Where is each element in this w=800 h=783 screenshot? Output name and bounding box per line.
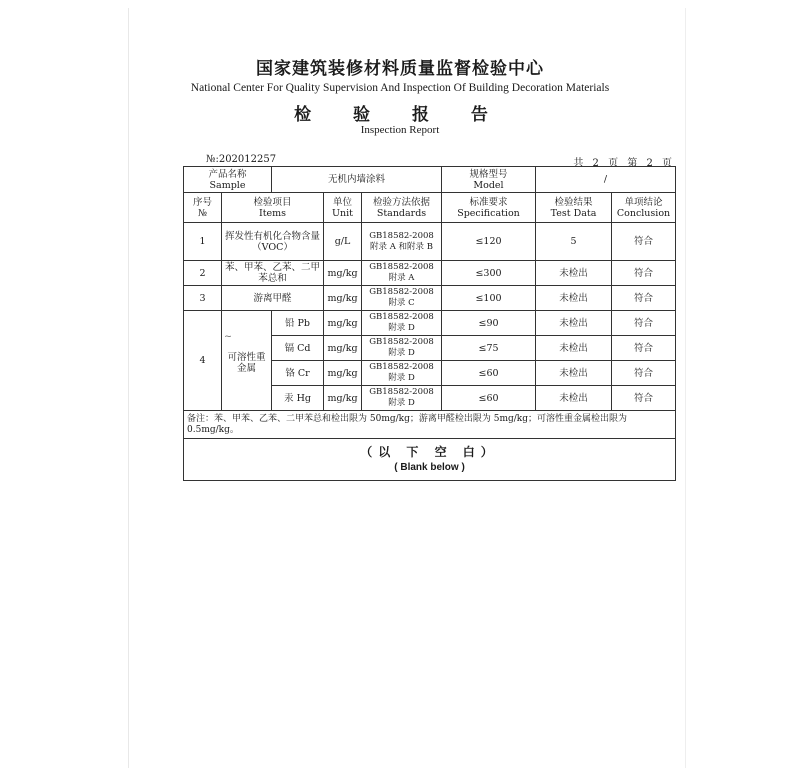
table-row — [184, 311, 676, 336]
row-conclusion: 符合 — [612, 261, 676, 286]
row-conclusion: 符合 — [612, 223, 676, 261]
model-value: / — [536, 167, 676, 193]
org-name-en: National Center For Quality Supervision And Inspection Of Building Decoration Materials — [190, 82, 610, 94]
col-header-unit: 单位 Unit — [324, 193, 362, 223]
page-count: 共 2 页 第 2 页 — [573, 158, 672, 169]
table-row — [184, 286, 676, 311]
col-header-conclusion: 单项结论 Conclusion — [612, 193, 676, 223]
report-title-cn: 检 验 报 告 — [294, 105, 506, 125]
report-title-en: Inspection Report — [360, 124, 440, 136]
sample-row — [184, 167, 676, 193]
row-unit: mg/kg — [324, 336, 362, 361]
row-standard: GB18582-2008 附录 D — [362, 386, 442, 411]
row-test-data: 未检出 — [536, 261, 612, 286]
row-standard: GB18582-2008 附录 D — [362, 361, 442, 386]
row-conclusion: 符合 — [612, 386, 676, 411]
note-row — [184, 411, 676, 439]
row-spec: ≤75 — [442, 336, 536, 361]
row-unit: mg/kg — [324, 311, 362, 336]
row-item: 游离甲醛 — [222, 286, 324, 311]
row-test-data: 未检出 — [536, 336, 612, 361]
row-no: 3 — [184, 286, 222, 311]
row-test-data: 5 — [536, 223, 612, 261]
row-spec: ≤120 — [442, 223, 536, 261]
row-conclusion: 符合 — [612, 286, 676, 311]
remarks: 备注：苯、甲苯、乙苯、二甲苯总和检出限为 50mg/kg；游离甲醛检出限为 5mg/kg；可溶性重金属检出限为 0.5mg/kg。 — [184, 411, 676, 439]
sample-value: 无机内墙涂料 — [272, 167, 442, 193]
col-header-no: 序号 № — [184, 193, 222, 223]
col-header-spec: 标准要求 Specification — [442, 193, 536, 223]
row-spec: ≤60 — [442, 386, 536, 411]
table-row — [184, 223, 676, 261]
row-unit: mg/kg — [324, 286, 362, 311]
group-mark: ~ — [224, 331, 232, 342]
row-item: 汞 Hg — [272, 386, 324, 411]
blank-row — [184, 439, 676, 481]
col-header-items: 检验项目 Items — [222, 193, 324, 223]
row-item: 镉 Cd — [272, 336, 324, 361]
row-unit: mg/kg — [324, 386, 362, 411]
col-header-standards: 检验方法依据 Standards — [362, 193, 442, 223]
row-standard: GB18582-2008 附录 D — [362, 336, 442, 361]
sample-label-en: Sample — [209, 179, 246, 191]
row-spec: ≤100 — [442, 286, 536, 311]
table-row — [184, 261, 676, 286]
heavy-metal-group-label — [222, 311, 272, 411]
model-label — [442, 167, 536, 193]
row-item: 铬 Cr — [272, 361, 324, 386]
row-item: 铅 Pb — [272, 311, 324, 336]
row-conclusion: 符合 — [612, 361, 676, 386]
row-test-data: 未检出 — [536, 361, 612, 386]
row-standard: GB18582-2008 附录 A 和附录 B — [362, 223, 442, 261]
row-standard: GB18582-2008 附录 A — [362, 261, 442, 286]
group-label: 可溶性重金属 — [227, 352, 266, 374]
row-no: 2 — [184, 261, 222, 286]
col-header-test-data: 检验结果 Test Data — [536, 193, 612, 223]
row-no: 4 — [184, 311, 222, 411]
row-conclusion: 符合 — [612, 311, 676, 336]
row-standard: GB18582-2008 附录 C — [362, 286, 442, 311]
sample-label — [184, 167, 272, 193]
row-item: 挥发性有机化合物含量（VOC） — [222, 223, 324, 261]
row-spec: ≤300 — [442, 261, 536, 286]
row-test-data: 未检出 — [536, 286, 612, 311]
report-number: №:202012257 — [206, 154, 277, 165]
row-spec: ≤60 — [442, 361, 536, 386]
header-row — [184, 193, 676, 223]
row-unit: g/L — [324, 223, 362, 261]
row-spec: ≤90 — [442, 311, 536, 336]
row-item: 苯、甲苯、乙苯、二甲苯总和 — [222, 261, 324, 286]
row-conclusion: 符合 — [612, 336, 676, 361]
blank-below-en: ( Blank below ) — [394, 461, 465, 473]
sample-label-cn: 产品名称 — [208, 168, 247, 180]
blank-below — [184, 439, 676, 481]
row-unit: mg/kg — [324, 261, 362, 286]
row-unit: mg/kg — [324, 361, 362, 386]
blank-below-cn: （以 下 空 白） — [360, 444, 499, 459]
org-name-cn: 国家建筑装修材料质量监督检验中心 — [256, 59, 544, 79]
row-test-data: 未检出 — [536, 386, 612, 411]
inspection-table — [183, 166, 676, 481]
row-no: 1 — [184, 223, 222, 261]
model-label-cn: 规格型号 — [469, 168, 508, 180]
row-standard: GB18582-2008 附录 D — [362, 311, 442, 336]
model-label-en: Model — [473, 179, 504, 191]
row-test-data: 未检出 — [536, 311, 612, 336]
